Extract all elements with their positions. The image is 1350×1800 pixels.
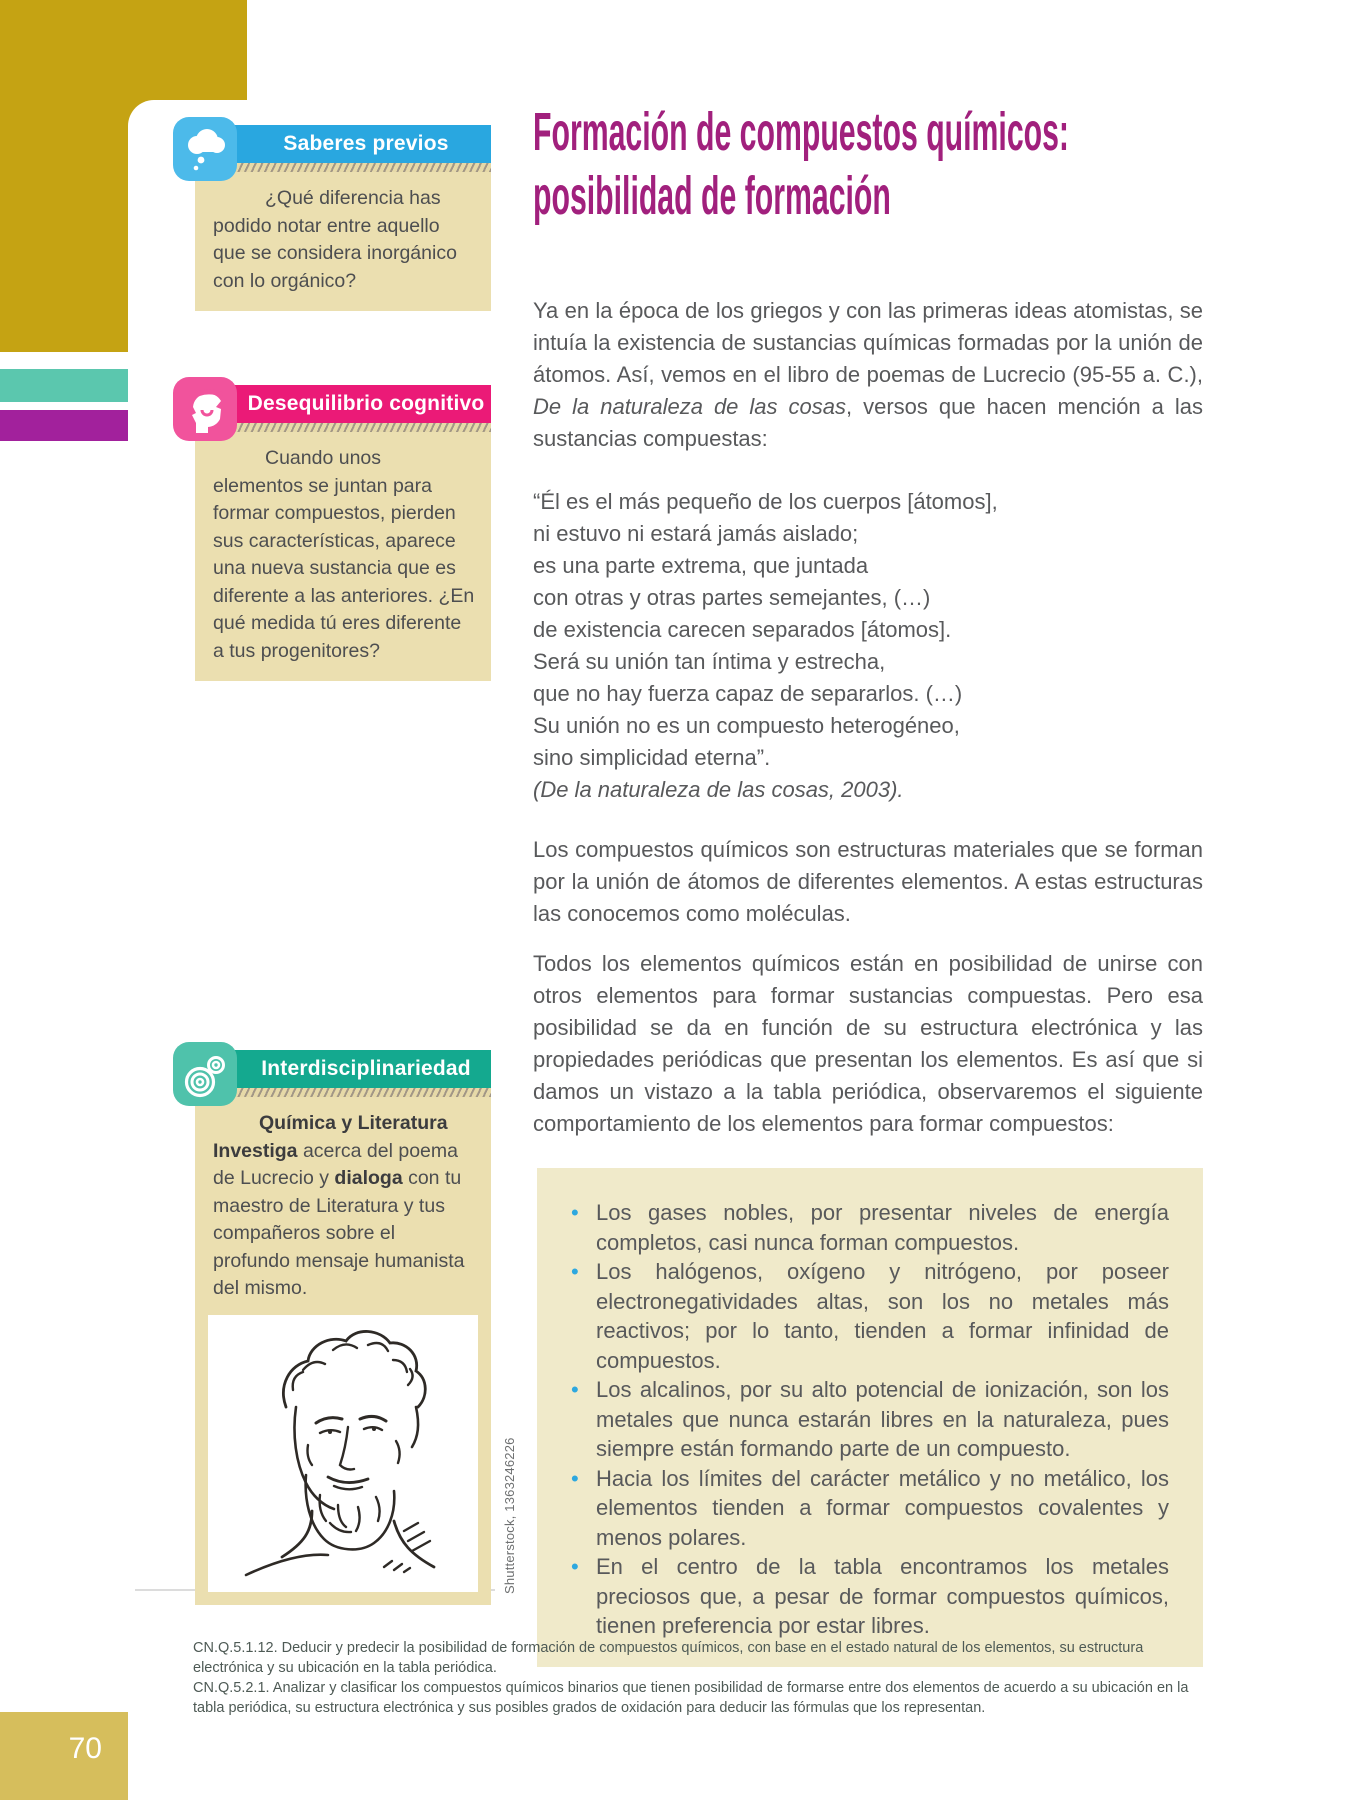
- portrait-frame: [195, 1313, 491, 1605]
- poem-line: de existencia carecen separados [átomos].: [533, 617, 952, 642]
- bullet-item: • Los alcalinos, por su alto potencial de ionización, son los metales que nunca estarán libres en la naturaleza, pues siempre están formando parte de un compuesto.: [569, 1375, 1169, 1464]
- interdisciplinariedad-body: [195, 1097, 491, 1313]
- image-credit: Shutterstock, 1363246226: [502, 1437, 517, 1594]
- interdisciplinariedad-header: [215, 1050, 491, 1088]
- investiga-bold: Investiga: [213, 1139, 298, 1162]
- page-number: 70: [68, 1732, 102, 1765]
- bullet-item: • En el centro de la tabla encontramos los metales preciosos que, a pesar de formar compuestos químicos, tienen preferencia por estar libres.: [569, 1552, 1169, 1641]
- main-column: [533, 100, 1203, 1700]
- interdisciplinariedad-box: [195, 1050, 491, 1605]
- page-number-block: [0, 1712, 128, 1800]
- curriculum-footer: [193, 1638, 1208, 1718]
- poem-line: ni estuvo ni estará jamás aislado;: [533, 521, 859, 546]
- title-line-2: posibilidad de formación: [533, 166, 891, 226]
- page-corner-notch: [128, 100, 154, 126]
- paragraph-intro: [533, 295, 1203, 455]
- desequilibrio-title: Desequilibrio cognitivo: [247, 392, 485, 415]
- subject-label: Química y Literatura: [259, 1112, 448, 1134]
- desequilibrio-text: Cuando unos elementos se juntan para formar compuestos, pierden sus características, aparece una nueva sustancia que es diferente a las anteriores. ¿En qué medida tú eres diferente a tus progenitores?: [213, 447, 475, 662]
- poem-line: es una parte extrema, que juntada: [533, 553, 869, 578]
- left-purple-bar: [0, 410, 128, 441]
- hatch-stripe: [215, 423, 491, 432]
- poem-source: (De la naturaleza de las cosas, 2003).: [533, 777, 904, 802]
- paragraph-intro-text-1: Ya en la época de los griegos y con las primeras ideas atomistas, se intuía la existencia de sustancias químicas formadas por la unión de átomos. Así, vemos en el libro de poemas de Lucrecio (95-55 a. C.),: [533, 298, 1203, 387]
- saberes-previos-body: [195, 172, 491, 311]
- lucretius-portrait-image: [208, 1315, 478, 1592]
- saberes-previos-box: [195, 125, 491, 311]
- poem-block: [533, 486, 1203, 806]
- desequilibrio-box: [195, 385, 491, 681]
- head-profile-icon: [173, 377, 237, 441]
- left-teal-bar: [0, 369, 128, 402]
- saberes-previos-text: ¿Qué diferencia has podido notar entre aquello que se considera inorgánico con lo orgánico?: [213, 187, 457, 292]
- hatch-stripe: [215, 1088, 491, 1097]
- poem-line: “Él es el más pequeño de los cuerpos [átomos],: [533, 489, 998, 514]
- curriculum-code-1: CN.Q.5.1.12. Deducir y predecir la posibilidad de formación de compuestos químicos, con base en el estado natural de los elementos, su estructura electrónica y su ubicación en la tabla periódica.: [193, 1640, 1144, 1676]
- paragraph-compuestos: Los compuestos químicos son estructuras materiales que se forman por la unión de átomos de diferentes elementos. A estas estructuras las conocemos como moléculas.: [533, 837, 1203, 926]
- thought-cloud-icon: [173, 117, 237, 181]
- book-title-italic: De la naturaleza de las cosas: [533, 394, 846, 419]
- paragraph-elementos: Todos los elementos químicos están en posibilidad de unirse con otros elementos para formar sustancias compuestas. Pero esa posibilidad se da en función de su estructura electrónica y las propiedades periódicas que presentan los elementos. Es así que si damos un vistazo a la tabla periódica, observaremos el siguiente comportamiento de los elementos para formar compuestos:: [533, 951, 1203, 1136]
- poem-line: Su unión no es un compuesto heterogéneo,: [533, 713, 960, 738]
- desequilibrio-header: [215, 385, 491, 423]
- saberes-previos-header: [215, 125, 491, 163]
- page-title: [533, 100, 1350, 228]
- title-line-1: Formación de compuestos químicos:: [533, 102, 1070, 162]
- bullet-list: [569, 1198, 1169, 1641]
- interdisciplinariedad-title: Interdisciplinariedad: [261, 1057, 471, 1080]
- poem-line: sino simplicidad eterna”.: [533, 745, 771, 770]
- poem-line: con otras y otras partes semejantes, (…): [533, 585, 931, 610]
- inter-text-1: acerca del poema de Lucrecio y: [213, 1139, 458, 1189]
- dialoga-bold: dialoga: [334, 1167, 403, 1189]
- poem-line: Será su unión tan íntima y estrecha,: [533, 649, 886, 674]
- paragraph-intro-text-2: , versos que hacen mención a las sustancias compuestas:: [533, 394, 1203, 451]
- interdisciplinariedad-text: [213, 1110, 475, 1303]
- bullet-item: • Los gases nobles, por presentar niveles de energía completos, casi nunca forman compuestos.: [569, 1198, 1169, 1257]
- curriculum-code-2: CN.Q.5.2.1. Analizar y clasificar los compuestos químicos binarios que tienen posibilidad de formarse entre dos elementos de acuerdo a su ubicación en la tabla periódica, su estructura electrónica y sus posibles grados de oxidación para deducir las fórmulas que los representan.: [193, 1680, 1189, 1716]
- left-mustard-column: [0, 0, 128, 352]
- poem-line: que no hay fuerza capaz de separarlos. (…): [533, 681, 963, 706]
- bullet-info-box: [537, 1168, 1203, 1667]
- concentric-circles-icon: [173, 1042, 237, 1106]
- bullet-item: • Hacia los límites del carácter metálico y no metálico, los elementos tienden a formar compuestos covalentes y menos polares.: [569, 1464, 1169, 1553]
- bullet-item: • Los halógenos, oxígeno y nitrógeno, por poseer electronegatividades altas, son los no metales más reactivos; por lo tanto, tienden a formar infinidad de compuestos.: [569, 1257, 1169, 1375]
- saberes-previos-title: Saberes previos: [283, 132, 449, 155]
- inter-text-2: con tu maestro de Literatura y tus compañeros sobre el profundo mensaje humanista del mismo.: [213, 1167, 465, 1299]
- desequilibrio-body: [195, 432, 491, 681]
- hatch-stripe: [215, 163, 491, 172]
